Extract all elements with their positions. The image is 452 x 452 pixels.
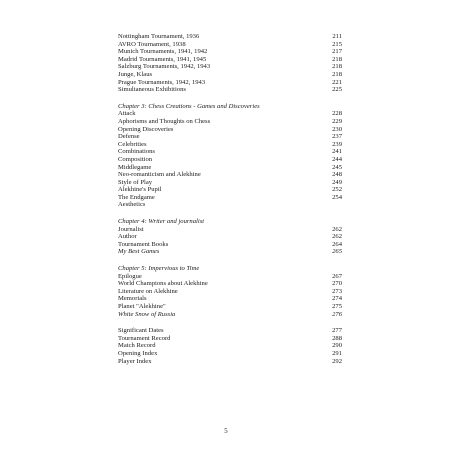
entry-page-number: 218: [332, 55, 342, 63]
entry-page-number: 229: [332, 117, 342, 125]
toc-entry: [118, 148, 342, 156]
entry-page-number: 274: [332, 295, 342, 303]
section-gap: [118, 209, 342, 218]
entry-title: Madrid Tournaments, 1941, 1945: [118, 55, 207, 63]
entry-title: Significant Dates: [118, 327, 164, 335]
entry-title: Salzburg Tournaments, 1942, 1943: [118, 63, 211, 71]
entry-page-number: 218: [332, 70, 342, 78]
entry-title: Memorials: [118, 295, 147, 303]
entry-page-number: [326, 103, 342, 111]
chapter-heading: [118, 265, 342, 273]
toc-entry: [118, 41, 342, 49]
entry-title: Combinations: [118, 148, 155, 156]
toc-entry: [118, 86, 342, 94]
toc-section: [118, 33, 342, 94]
entry-page-number: 252: [332, 186, 342, 194]
entry-title: My Best Games: [118, 248, 160, 256]
entry-title: World Champions about Alekhine: [118, 280, 208, 288]
entry-page-number: 254: [332, 193, 342, 201]
toc-entry: [118, 248, 342, 256]
entry-title: Defense: [118, 133, 140, 141]
entry-title: Opening Discoveries: [118, 125, 174, 133]
toc-entry: [118, 226, 342, 234]
entry-title: Munich Tournaments, 1941, 1942: [118, 48, 208, 56]
toc-entry: [118, 63, 342, 71]
entry-title: The Endgame: [118, 193, 155, 201]
entry-title: Prague Tournaments, 1942, 1943: [118, 78, 206, 86]
entry-title: Simultaneous Exhibitions: [118, 86, 186, 94]
entry-page-number: 292: [332, 357, 342, 365]
page-number: 5: [224, 428, 228, 435]
entry-page-number: 270: [332, 280, 342, 288]
entry-page-number: [326, 265, 342, 273]
entry-page-number: 237: [332, 133, 342, 141]
entry-page-number: 221: [332, 78, 342, 86]
entry-title: Attack: [118, 110, 136, 118]
entry-page-number: 264: [332, 240, 342, 248]
entry-title: Epilogue: [118, 272, 142, 280]
chapter-heading: [118, 103, 342, 111]
entry-page-number: 211: [332, 33, 342, 40]
section-gap: [118, 256, 342, 265]
entry-page-number: 239: [332, 140, 342, 148]
entry-title: Tournament Books: [118, 240, 169, 248]
entry-page-number: 290: [332, 342, 342, 350]
entry-page-number: [326, 218, 342, 226]
entry-page-number: 291: [332, 349, 342, 357]
toc-entry: [118, 311, 342, 319]
toc-entry: [118, 33, 342, 41]
entry-page-number: 277: [332, 327, 342, 335]
entry-title: Middlegame: [118, 163, 152, 171]
entry-page-number: 241: [332, 148, 342, 156]
entry-page-number: 245: [332, 163, 342, 171]
entry-title: Aphorisms and Thoughts on Chess: [118, 117, 211, 125]
entry-page-number: 273: [332, 287, 342, 295]
entry-title: Chapter 5: Impervious to Time: [118, 265, 200, 273]
toc-entry: [118, 110, 342, 118]
entry-title: Nottingham Tournament, 1936: [118, 33, 200, 40]
entry-title: AVRO Tournament, 1938: [118, 40, 186, 48]
entry-title: Journalist: [118, 225, 144, 233]
toc-entry: [118, 118, 342, 126]
toc-entry: [118, 288, 342, 296]
entry-title: Planet "Alekhine": [118, 303, 166, 310]
entry-page-number: 267: [332, 272, 342, 280]
section-gap: [118, 318, 342, 327]
toc-entry: [118, 186, 342, 194]
toc-entry: [118, 335, 342, 343]
entry-page-number: 275: [332, 303, 342, 310]
entry-page-number: 249: [332, 178, 342, 186]
entry-title: Style of Play: [118, 178, 153, 186]
entry-title: Chapter 4: Writer and journalist: [118, 218, 205, 226]
chapter-heading: [118, 218, 342, 226]
entry-page-number: 262: [332, 233, 342, 241]
toc-entry: [118, 141, 342, 149]
toc-entry: [118, 280, 342, 288]
entry-page-number: 218: [332, 63, 342, 71]
section-gap: [118, 94, 342, 103]
entry-page-number: 230: [332, 125, 342, 133]
toc-section: [118, 218, 342, 256]
entry-title: Tournament Record: [118, 334, 171, 342]
entry-title: Match Record: [118, 342, 156, 350]
entry-page-number: 244: [332, 155, 342, 163]
entry-page-number: 215: [332, 40, 342, 48]
toc-section: [118, 327, 342, 365]
entry-title: Opening Index: [118, 349, 158, 357]
entry-title: Author: [118, 233, 137, 241]
toc-entry: [118, 156, 342, 164]
toc-entry: [118, 71, 342, 79]
entry-title: Junge, Klaus: [118, 70, 153, 78]
entry-page-number: 276: [332, 310, 342, 318]
entry-page-number: 288: [332, 334, 342, 342]
toc-entry: [118, 342, 342, 350]
entry-page-number: 262: [332, 225, 342, 233]
entry-title: Celebrities: [118, 140, 147, 148]
toc-section: [118, 265, 342, 318]
toc-entry: [118, 56, 342, 64]
toc-entry: [118, 241, 342, 249]
entry-title: White Snow of Russia: [118, 310, 176, 318]
toc-entry: [118, 48, 342, 56]
entry-page-number: 265: [332, 248, 342, 256]
toc-entry: [118, 179, 342, 187]
entry-page-number: 248: [332, 171, 342, 179]
entry-title: Alekhine's Pupil: [118, 186, 162, 194]
toc-entry: [118, 233, 342, 241]
entry-title: Aesthetics: [118, 201, 146, 209]
toc-section: [118, 103, 342, 209]
toc-entry: [118, 79, 342, 87]
toc-entry: [118, 126, 342, 134]
entry-page-number: [326, 201, 342, 209]
entry-title: Chapter 3: Chess Creations - Games and Discoveries: [118, 102, 260, 110]
toc-entry: [118, 133, 342, 141]
entry-page-number: 225: [332, 86, 342, 94]
entry-title: Neo-romanticism and Alekhine: [118, 171, 201, 179]
toc-entry: [118, 303, 342, 311]
toc-entry: [118, 201, 342, 209]
entry-page-number: 228: [332, 110, 342, 118]
toc-entry: [118, 164, 342, 172]
entry-page-number: 217: [332, 48, 342, 56]
entry-title: Literature on Alekhine: [118, 287, 178, 295]
toc-entry: [118, 273, 342, 281]
toc-entry: [118, 295, 342, 303]
toc-entry: [118, 358, 342, 366]
toc-entry: [118, 171, 342, 179]
entry-title: Player Index: [118, 357, 152, 365]
entry-title: Composition: [118, 155, 153, 163]
table-of-contents: [118, 33, 342, 365]
toc-entry: [118, 194, 342, 202]
toc-entry: [118, 327, 342, 335]
toc-entry: [118, 350, 342, 358]
